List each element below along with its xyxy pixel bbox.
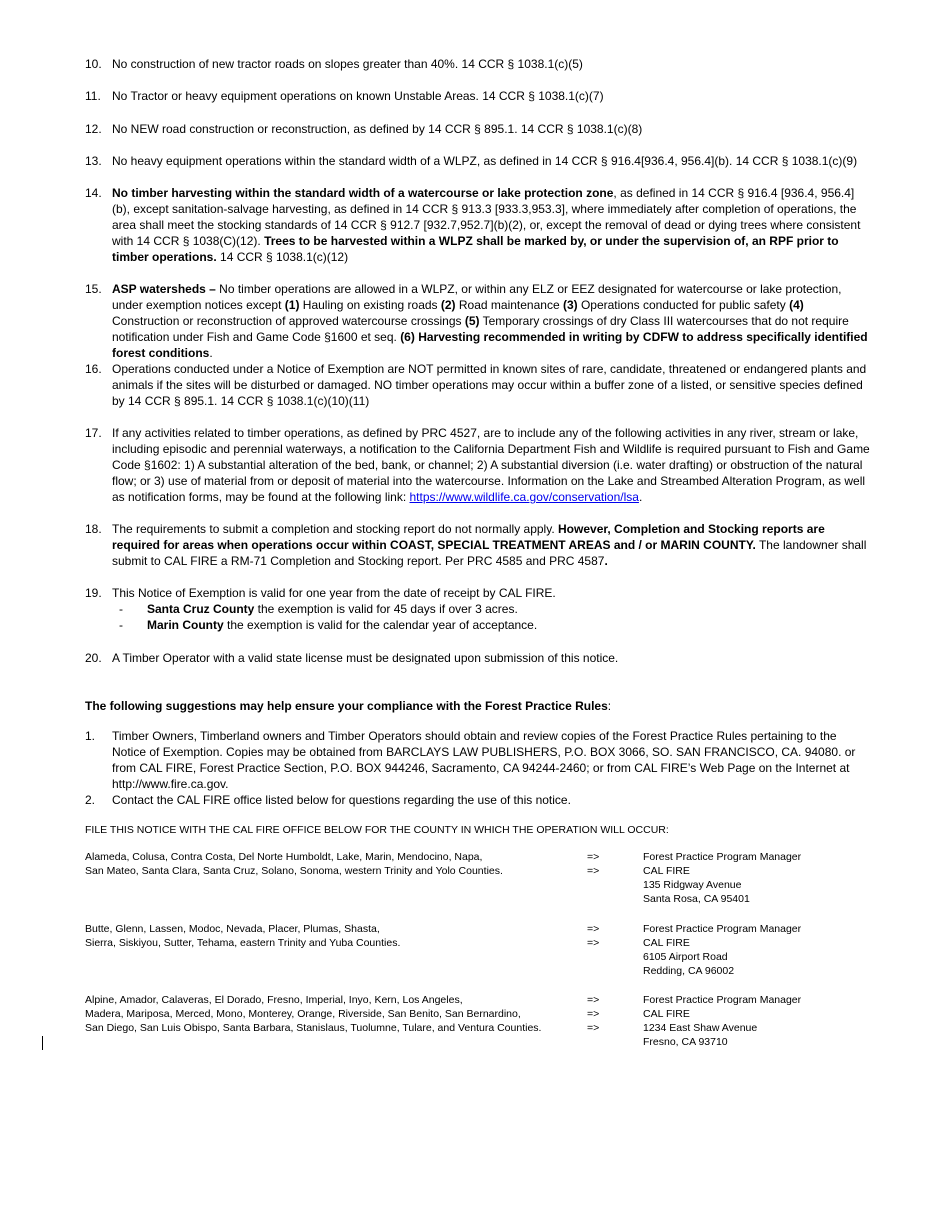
bold-text: .	[604, 554, 608, 568]
bold-text: (4)	[789, 298, 804, 312]
arrow: =>	[587, 1022, 600, 1034]
bold-text: ASP watersheds –	[112, 282, 216, 296]
rule-item-11	[85, 88, 870, 104]
suggestion-item-1	[85, 728, 870, 792]
item-text	[112, 425, 870, 505]
item-number: 17.	[85, 426, 102, 440]
item-text: A Timber Operator with a valid state license must be designated upon submission of this notice.	[112, 651, 619, 665]
bold-text: (1)	[284, 298, 300, 312]
text: , as defined in 14 CCR § 916.4 [936.4, 956.4](b), except sanitation-salvage harvesting, as defined in 14 CCR § 913.3 [933.3,953.3], where immediately after completion of operations, the area shall meet the stocking standards of 14 CCR § 912.7 [932.7,952.7](b)(2), or, except the removal of dead or dying trees where consistent with 14 CCR § 1038(C)(12).	[112, 186, 861, 248]
rule-item-15	[85, 281, 870, 361]
file-notice: FILE THIS NOTICE WITH THE CAL FIRE OFFICE BELOW FOR THE COUNTY IN WHICH THE OPERATION WILL OCCUR:	[85, 824, 669, 836]
arrow: =>	[587, 994, 600, 1006]
address-line: 1234 East Shaw Avenue	[643, 1022, 758, 1034]
item-number: 11.	[85, 89, 101, 103]
text: 14 CCR § 1038.1(c)(12)	[216, 250, 349, 264]
arrow: =>	[587, 865, 600, 877]
item-text: No heavy equipment operations within the standard width of a WLPZ, as defined in 14 CCR § 916.4[936.4, 956.4](b). 14 CCR § 1038.1(c)(9)	[112, 154, 858, 168]
item-number: 20.	[85, 651, 102, 665]
lsa-link[interactable]: https://www.wildlife.ca.gov/conservation/lsa	[409, 490, 639, 504]
address-line: Santa Rosa, CA 95401	[643, 893, 750, 905]
item-number: 12.	[85, 122, 102, 136]
county-line: Alpine, Amador, Calaveras, El Dorado, Fresno, Imperial, Inyo, Kern, Los Angeles,	[85, 994, 463, 1006]
item-text: No Tractor or heavy equipment operations on known Unstable Areas. 14 CCR § 1038.1(c)(7)	[112, 89, 604, 103]
address-line: Fresno, CA 93710	[643, 1036, 728, 1048]
item-text: Operations conducted under a Notice of Exemption are NOT permitted in known sites of rare, candidate, threatened or endangered plants and animals if the sites will be disturbed or damaged. NO timber operations may occur within a buffer zone of a listed, or sensitive species defined by 14 CCR § 895.1. 14 CCR § 1038.1(c)(10)(11)	[112, 362, 867, 408]
office-address	[643, 850, 863, 906]
bold-text: (3)	[562, 298, 578, 312]
text: The landowner shall submit to CAL FIRE a RM-71 Completion and Stocking report. Per PRC 4585 and PRC 4587	[112, 538, 867, 568]
address-line: Redding, CA 96002	[643, 965, 735, 977]
bold-text: Trees to be harvested within a WLPZ shall be marked by, or under the supervision of, an RPF prior to timber operations.	[112, 234, 839, 264]
address-line: 6105 Airport Road	[643, 951, 728, 963]
office-address	[643, 922, 863, 978]
text: Temporary crossings of dry Class III watercourses that do not require notification under Fish and Game Code §1600 et seq.	[112, 314, 849, 344]
sub-bullet	[119, 601, 870, 617]
arrow-column	[587, 850, 617, 878]
address-line: CAL FIRE	[643, 1008, 690, 1020]
bold-text: (2)	[440, 298, 456, 312]
rule-item-10	[85, 56, 870, 72]
item-number: 1.	[85, 729, 96, 743]
county-list	[85, 922, 565, 950]
item-number: 13.	[85, 154, 102, 168]
bold-text: (5)	[464, 314, 480, 328]
address-line: CAL FIRE	[643, 937, 690, 949]
item-text	[112, 585, 870, 633]
item-number: 2.	[85, 793, 96, 807]
arrow: =>	[587, 923, 600, 935]
address-line: Forest Practice Program Manager	[643, 923, 802, 935]
county-line: Madera, Mariposa, Merced, Mono, Monterey, Orange, Riverside, San Benito, San Bernardino,	[85, 1008, 521, 1020]
item-number: 16.	[85, 362, 102, 376]
text: :	[607, 699, 612, 713]
county-line: San Diego, San Luis Obispo, Santa Barbara, Stanislaus, Tuolumne, Tulare, and Ventura Counties.	[85, 1022, 542, 1034]
rule-item-20	[85, 650, 870, 666]
text: The requirements to submit a completion and stocking report do not normally apply.	[112, 522, 559, 536]
item-text: Contact the CAL FIRE office listed below for questions regarding the use of this notice.	[112, 793, 571, 807]
arrow: =>	[587, 937, 600, 949]
item-number: 18.	[85, 522, 102, 536]
bold-text: No timber harvesting within the standard width of a watercourse or lake protection zone	[112, 186, 614, 200]
address-line: CAL FIRE	[643, 865, 690, 877]
bold-text: Santa Cruz County	[147, 602, 255, 616]
rule-item-14	[85, 185, 870, 265]
item-number: 14.	[85, 186, 102, 200]
text: Construction or reconstruction of approved watercourse crossings	[112, 314, 465, 328]
suggestions-heading	[85, 698, 611, 714]
sub-bullet	[119, 617, 870, 633]
rule-item-17	[85, 425, 870, 505]
item-text	[112, 521, 870, 569]
text: Road maintenance	[455, 298, 563, 312]
text: Operations conducted for public safety	[577, 298, 790, 312]
text: the exemption is valid for 45 days if over 3 acres.	[254, 602, 518, 616]
rule-item-19	[85, 585, 870, 633]
county-line: Butte, Glenn, Lassen, Modoc, Nevada, Placer, Plumas, Shasta,	[85, 923, 380, 935]
county-line: Sierra, Siskiyou, Sutter, Tehama, eastern Trinity and Yuba Counties.	[85, 937, 401, 949]
county-line: Alameda, Colusa, Contra Costa, Del Norte Humboldt, Lake, Marin, Mendocino, Napa,	[85, 851, 483, 863]
bold-text: However, Completion and Stocking reports are required for areas when operations occur within COAST, SPECIAL TREATMENT AREAS and / or MARIN COUNTY.	[112, 522, 825, 552]
bold-text: (6) Harvesting recommended in writing by CDFW to address specifically identified forest conditions	[112, 330, 868, 360]
text: If any activities related to timber operations, as defined by PRC 4527, are to include any of the following activities in any river, stream or lake, including episodic and perennial waterways, a notification to the California Department Fish and Wildlife is required pursuant to Fish and Game Code §1602: 1) A substantial alteration of the bed, bank, or channel; 2) A substantial diversion (i.e. water drafting) or obstruction of the natural flow; or 3) use of material from or deposit of material into the watercourse. Information on the Lake and Streambed Alteration Program, as well as notification forms, may be found at the following link:	[112, 426, 870, 504]
dash: -	[119, 602, 123, 616]
text: .	[638, 490, 643, 504]
arrow-column	[587, 993, 617, 1035]
item-number: 15.	[85, 282, 102, 296]
county-line: San Mateo, Santa Clara, Santa Cruz, Solano, Sonoma, western Trinity and Yolo Counties.	[85, 865, 503, 877]
county-list	[85, 850, 565, 878]
rule-item-16	[85, 361, 870, 409]
office-address	[643, 993, 863, 1049]
item-number: 10.	[85, 57, 102, 71]
item-text: Timber Owners, Timberland owners and Timber Operators should obtain and review copies of the Forest Practice Rules pertaining to the Notice of Exemption. Copies may be obtained from BARCLAYS LAW PUBLISHERS, P.O. BOX 3066, SO. SAN FRANCISCO, CA. 94080. or from CAL FIRE, Forest Practice Section, P.O. BOX 944246, Sacramento, CA 94244-2460; or from CAL FIRE’s Web Page on the Internet at http://www.fire.ca.gov.	[112, 729, 856, 791]
arrow: =>	[587, 851, 600, 863]
item-text: No construction of new tractor roads on slopes greater than 40%. 14 CCR § 1038.1(c)(5)	[112, 57, 583, 71]
item-text	[112, 185, 870, 265]
text: No timber operations are allowed in a WLPZ, or within any ELZ or EEZ designated for watercourse or lake protection, under exemption notices except	[112, 282, 842, 312]
bold-text: The following suggestions may help ensure your compliance with the Forest Practice Rules	[85, 699, 608, 713]
county-list	[85, 993, 565, 1035]
rule-item-12	[85, 121, 870, 137]
address-line: Forest Practice Program Manager	[643, 994, 802, 1006]
item-number: 19.	[85, 586, 102, 600]
arrow-column	[587, 922, 617, 950]
rule-item-13	[85, 153, 870, 169]
address-line: 135 Ridgway Avenue	[643, 879, 742, 891]
text: .	[209, 346, 213, 360]
address-line: Forest Practice Program Manager	[643, 851, 802, 863]
item-text	[112, 281, 870, 361]
text-cursor	[42, 1036, 43, 1050]
text: the exemption is valid for the calendar year of acceptance.	[223, 618, 538, 632]
text: Hauling on existing roads	[299, 298, 441, 312]
text: This Notice of Exemption is valid for one year from the date of receipt by CAL FIRE.	[112, 586, 556, 600]
dash: -	[119, 618, 123, 632]
suggestion-item-2	[85, 792, 870, 808]
arrow: =>	[587, 1008, 600, 1020]
item-text: No NEW road construction or reconstruction, as defined by 14 CCR § 895.1. 14 CCR § 1038.1(c)(8)	[112, 122, 643, 136]
rule-item-18	[85, 521, 870, 569]
bold-text: Marin County	[147, 618, 224, 632]
